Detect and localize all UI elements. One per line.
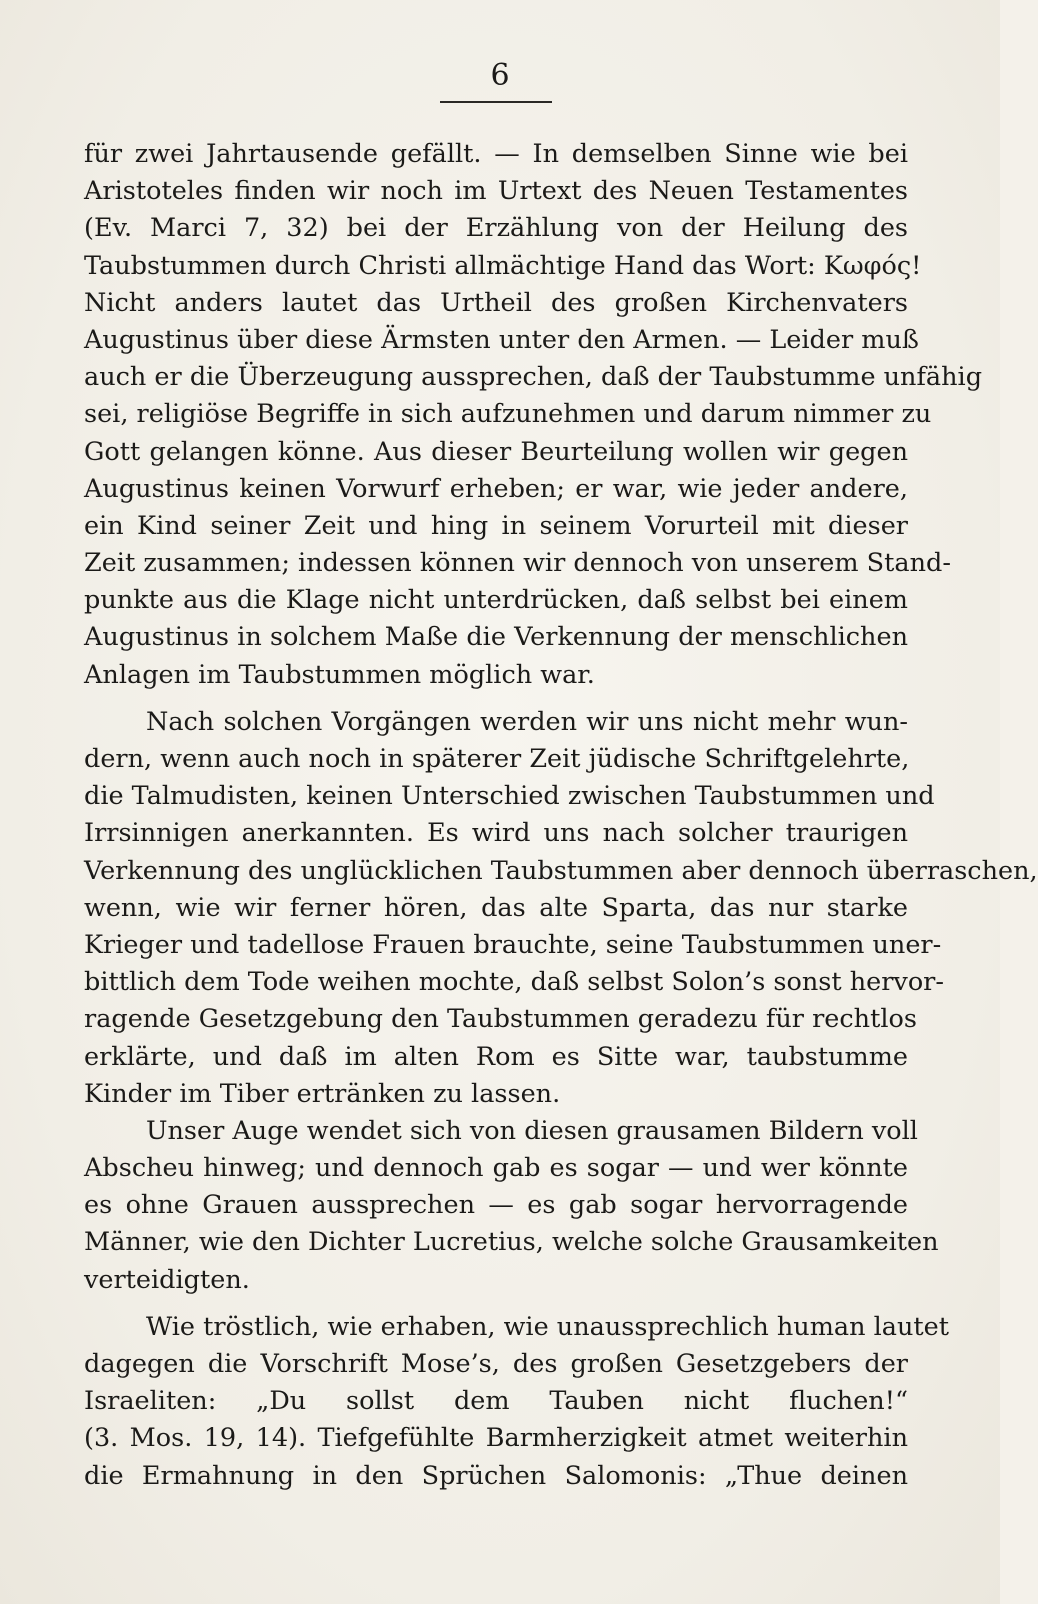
text-line: Nach solchen Vorgängen werden wir uns nicht mehr wun-	[146, 706, 908, 737]
text-line: Nicht anders lautet das Urtheil des großen Kirchenvaters	[84, 287, 908, 318]
text-line: wenn, wie wir ferner hören, das alte Sparta, das nur starke	[84, 892, 908, 923]
text-line: Augustinus keinen Vorwurf erheben; er war, wie jeder andere,	[84, 473, 908, 504]
paragraph-gap	[84, 1299, 908, 1309]
text-line: sei, religiöse Begriffe in sich aufzunehmen und darum nimmer zu	[84, 399, 932, 430]
text-line: (Ev. Marci 7, 32) bei der Erzählung von der Heilung des	[84, 213, 908, 244]
text-line: Wie tröstlich, wie erhaben, wie unaussprechlich human lautet	[146, 1311, 949, 1342]
paragraph-3	[84, 1113, 939, 1299]
text-line: die Ermahnung in den Sprüchen Salomonis: „Thue deinen	[84, 1460, 908, 1491]
text-line: Irrsinnigen anerkannten. Es wird uns nach solcher traurigen	[84, 818, 908, 849]
text-line: ragende Gesetzgebung den Taubstummen geradezu für rechtlos	[84, 1004, 917, 1035]
text-line: dagegen die Vorschrift Mose’s, des großen Gesetzgebers der	[84, 1349, 908, 1379]
paragraph-2	[84, 704, 1038, 1113]
body-text	[84, 136, 1038, 1495]
text-line: Männer, wie den Dichter Lucretius, welche solche Grausamkeiten	[84, 1227, 939, 1258]
text-line: Augustinus in solchem Maße die Verkennung der menschlichen	[84, 622, 908, 653]
paragraph-1	[84, 136, 983, 694]
text-line: Unser Auge wendet sich von diesen grausamen Bildern voll	[146, 1115, 918, 1146]
text-line: erklärte, und daß im alten Rom es Sitte war, taubstumme	[84, 1041, 908, 1072]
page-number: 6	[490, 58, 510, 93]
text-line: Kinder im Tiber ertränken zu lassen.	[84, 1078, 561, 1109]
text-line: Anlagen im Taubstummen möglich war.	[84, 659, 595, 690]
text-line: Krieger und tadellose Frauen brauchte, seine Taubstummen uner-	[84, 929, 942, 960]
text-line: die Talmudisten, keinen Unterschied zwischen Taubstummen und	[84, 781, 935, 812]
text-line: auch er die Überzeugung aussprechen, daß der Taubstumme unfähig	[84, 362, 983, 393]
text-line: dern, wenn auch noch in späterer Zeit jüdische Schriftgelehrte,	[84, 744, 910, 774]
text-line: verteidigten.	[84, 1264, 250, 1295]
text-line: Augustinus über diese Ärmsten unter den Armen. — Leider muß	[84, 324, 919, 355]
text-line: es ohne Grauen aussprechen — es gab sogar hervorragende	[84, 1190, 908, 1221]
text-line: Verkennung des unglücklichen Taubstummen aber dennoch überraschen,	[84, 855, 1038, 886]
header-rule	[440, 101, 552, 103]
text-line: ein Kind seiner Zeit und hing in seinem Vorurteil mit dieser	[84, 510, 908, 541]
paragraph-gap	[84, 694, 908, 704]
text-line: Abscheu hinweg; und dennoch gab es sogar — und wer könnte	[84, 1153, 908, 1184]
text-line: punkte aus die Klage nicht unterdrücken, daß selbst bei einem	[84, 585, 908, 616]
text-line: Aristoteles finden wir noch im Urtext des Neuen Testamentes	[84, 176, 908, 207]
text-line: Zeit zusammen; indessen können wir dennoch von unserem Stand-	[84, 548, 951, 579]
paragraph-4	[84, 1309, 949, 1495]
text-line: für zwei Jahrtausende gefällt. — In demselben Sinne wie bei	[84, 139, 908, 169]
text-line: Israeliten: „Du sollst dem Tauben nicht fluchen!“	[84, 1386, 908, 1417]
text-line: Taubstummen durch Christi allmächtige Hand das Wort: Κωφός!	[84, 250, 922, 281]
text-line: (3. Mos. 19, 14). Tiefgefühlte Barmherzigkeit atmet weiterhin	[84, 1423, 908, 1454]
text-line: bittlich dem Tode weihen mochte, daß selbst Solon’s sonst hervor-	[84, 967, 944, 998]
text-line: Gott gelangen könne. Aus dieser Beurteilung wollen wir gegen	[84, 436, 908, 467]
